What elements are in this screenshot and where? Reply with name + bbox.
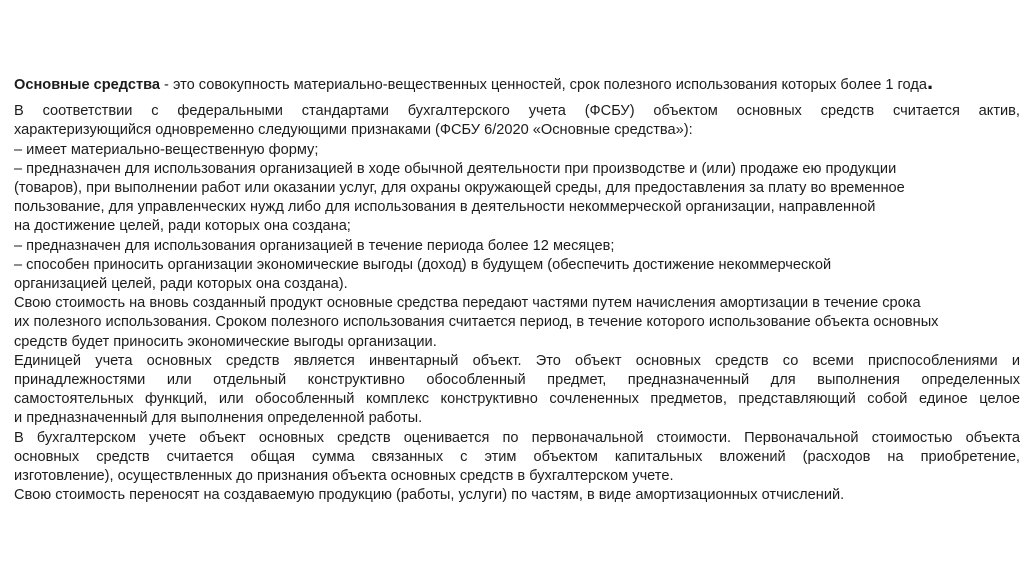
text-line: (товаров), при выполнении работ или оказании услуг, для охраны окружающей среды, для предоставления за плату во временное: [14, 180, 905, 197]
text-line: – имеет материально-вещественную форму;: [14, 141, 319, 158]
text-line: их полезного использования. Сроком полезного использования считается период, в течение которого использование объекта основных: [14, 314, 939, 331]
slide-text: [14, 69, 1020, 505]
text-line: основных средств считается общая сумма связанных с этим объектом капитальных вложений (расходов на приобретение,: [14, 448, 1020, 465]
text-line: самостоятельных функций, или обособленный комплекс конструктивно сочлененных предметов, представляющий собой единое целое: [14, 391, 1020, 408]
text-line: Единицей учета основных средств является инвентарный объект. Это объект основных средств со всеми приспособлениями и: [14, 352, 1020, 369]
text-line: пользование, для управленческих нужд либо для использования в деятельности некоммерческой организации, направленной: [14, 199, 876, 216]
text-line: изготовление), осуществленных до признания объекта основных средств в бухгалтерском учете.: [14, 468, 674, 485]
text-line: – предназначен для использования организацией в ходе обычной деятельности при производстве и (или) продаже ею продукции: [14, 160, 897, 177]
text-line: и предназначенный для выполнения определенной работы.: [14, 410, 423, 427]
definition-text: - это совокупность материально-вещественных ценностей, срок полезного использования которых более 1 года: [160, 77, 927, 93]
text-line: Свою стоимость переносят на создаваемую продукцию (работы, услуги) по частям, в виде амортизационных отчислений.: [14, 487, 845, 504]
text-line: – предназначен для использования организацией в течение периода более 12 месяцев;: [14, 237, 615, 254]
term-main-assets: Основные средства: [14, 77, 160, 93]
text-line: В соответствии с федеральными стандартами бухгалтерского учета (ФСБУ) объектом основных средств считается актив,: [14, 103, 1020, 120]
text-line: на достижение целей, ради которых она создана;: [14, 218, 351, 235]
definition-end-mark: .: [926, 69, 934, 94]
text-line: характеризующийся одновременно следующими признаками (ФСБУ 6/2020 «Основные средства»):: [14, 122, 693, 139]
text-line: В бухгалтерском учете объект основных средств оценивается по первоначальной стоимости. Первоначальной стоимостью объекта: [14, 429, 1020, 446]
text-line: – способен приносить организации экономические выгоды (доход) в будущем (обеспечить достижение некоммерческой: [14, 256, 832, 273]
definition-paragraph: [14, 69, 1020, 95]
text-line: средств будет приносить экономические выгоды организации.: [14, 333, 437, 350]
text-line: принадлежностями или отдельный конструктивно обособленный предмет, предназначенный для выполнения определенных: [14, 372, 1020, 389]
text-line: организацией целей, ради которых она создана).: [14, 276, 348, 293]
text-line: Свою стоимость на вновь созданный продукт основные средства передают частями путем начисления амортизации в течение срока: [14, 295, 921, 312]
